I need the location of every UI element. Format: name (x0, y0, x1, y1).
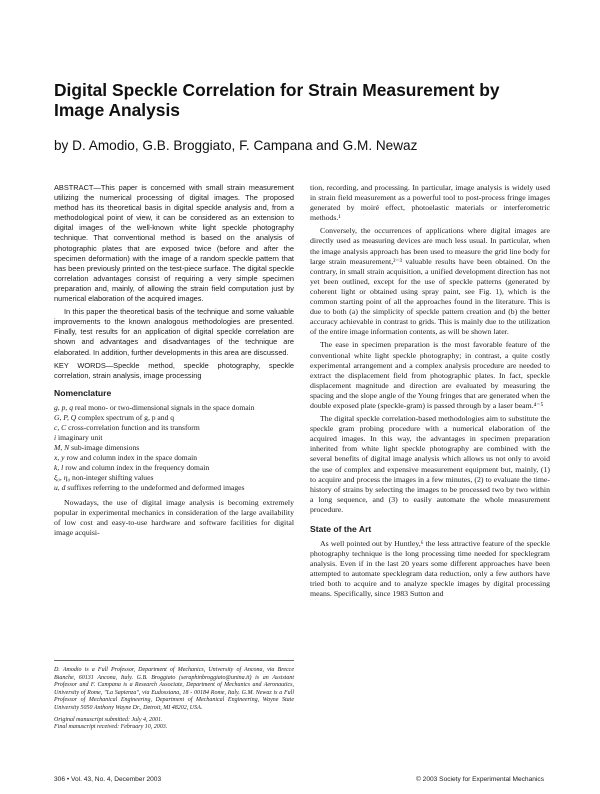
paper-title: Digital Speckle Correlation for Strain Measurement by Image Analysis (54, 80, 500, 120)
intro-paragraph: Nowadays, the use of digital image analysis is becoming extremely popular in experimental mechanics in consideration of the large availability of low cost and easy-to-use hardware and software facilities for digital image acquisi- (54, 497, 294, 538)
nomenclature-item: i imaginary unit (54, 432, 103, 442)
nomenclature-item: ξ₀, η₀ non-integer shifting values (54, 472, 154, 482)
abstract-para2: In this paper the theoretical basis of the technique and some valuable improvements to the known analogous methodologies are presented. Finally, test results for an application of digital speckle correlation are shown and advantages and disadvantages of the technique are elaborated. In addition, further developments in this area are discussed. (54, 307, 294, 357)
nomenclature-item: c, C cross-correlation function and its transform (54, 422, 200, 432)
affiliation-footnote (54, 660, 294, 732)
nomenclature-item: x, y row and column index in the space domain (54, 452, 197, 462)
nomenclature-item: M, N sub-image dimensions (54, 442, 140, 452)
abstract-text: This paper is concerned with small strain measurement utilizing the numerical processing of digital images. The proposed method has its theoretical basis in digital speckle analysis and, from a methodological point of view, it can be considered as an extension to digital images of the well-known white light speckle photography technique. That conventional method is based on the analysis of photographic plates that are exposed twice (before and after the specimen deformation) with the image of a random speckle pattern that has been previously printed on the test-piece surface. The digital speckle correlation advantages consist of requiring a very simple specimen preparation and, mainly, of allowing the strain field computation just by numerical elaboration of the acquired images. (54, 183, 294, 304)
nomenclature-item: u, d suffixes referring to the undeformed and deformed images (54, 482, 245, 492)
footer-copyright: © 2003 Society for Experimental Mechanics (415, 776, 544, 783)
body-paragraph: Conversely, the occurrences of applications where digital images are directly used as measuring devices are much less usual. In particular, when the image analysis approach has been used to measure the grid line body for large strain measurement,²⁻³ valuable results have been obtained. On the contrary, in small strain acquisition, a unified development direction has not yet been outlined, except for the use of speckle patterns (generated by coherent light or obtained using spray paint, see Fig. 1), which is the common starting point of all the approaches found in the literature. This is due to both (a) the simplicity of speckle pattern creation and (b) the better accuracy achievable in contrast to grids. This is mainly due to the utilization of the entire image information contents, as will be shown later. (310, 226, 550, 337)
paper-authors: by D. Amodio, G.B. Broggiato, F. Campana and G.M. Newaz (54, 138, 418, 153)
left-column (54, 183, 294, 541)
keywords (54, 361, 294, 381)
nomenclature-item: k, l row and column index in the frequency domain (54, 462, 210, 472)
state-of-art-paragraph: As well pointed out by Huntley,⁶ the less attractive feature of the speckle photography technique is the long processing time needed for specklegram analysis. Even if in the last 20 years some different approaches have been attempted to automate specklegram data reduction, only a few authors have tried both to acquire and to analyze speckle images by digital processing means. Specifically, since 1983 Sutton and (310, 539, 550, 599)
right-column (310, 183, 550, 603)
nomenclature-item: G, P, Q complex spectrum of g, p and q (54, 412, 175, 422)
keywords-label: KEY WORDS— (54, 360, 114, 370)
body-paragraph: The digital speckle correlation-based methodologies aim to substitute the speckle gram probing procedure with a numerical elaboration of the acquired images. In this way, the advantages in specimen preparation inherited from white light speckle photography are combined with the several benefits of digital image analysis which allows us not only to avoid the use of complex and expensive measurement equipment but, mainly, (1) to acquire and process the images in a few minutes, (2) to evaluate the time-history of strains by selecting the images to be processed two by two within a long sequence, and (3) to easily automate the whole measurement procedure. (310, 414, 550, 514)
footer-journal-info: 306 • Vol. 43, No. 4, December 2003 (54, 776, 162, 783)
nomenclature-heading: Nomenclature (54, 387, 112, 398)
keywords-text: Speckle method, speckle photography, speckle correlation, strain analysis, image processing (54, 360, 294, 380)
abstract (54, 183, 294, 304)
body-paragraph: The ease in specimen preparation is the most favorable feature of the conventional white light speckle photography; in contrast, a quite costly experimental arrangement and a complex analysis procedure are needed to extract the displacement field from photographic plates. In fact, speckle displacement magnitude and direction are evaluated by measuring the spacing and the slope angle of the Young fringes that are generated when the double exposed plate (speckle-gram) is passed through by a laser beam.⁴⁻⁵ (310, 340, 550, 410)
body-paragraph: tion, recording, and processing. In particular, image analysis is widely used in strain field measurement as a powerful tool to post-process fringe images generated by moiré effect, photoelastic materials or interferometric methods.¹ (310, 183, 550, 223)
received-date: Original manuscript submitted: July 4, 2001. (54, 716, 163, 723)
nomenclature-item: g, p, q real mono- or two-dimensional signals in the space domain (54, 402, 255, 412)
abstract-label: ABSTRACT— (54, 183, 101, 192)
section-heading-state-of-art: State of the Art (310, 524, 372, 534)
final-date: Final manuscript received: February 10, 2003. (54, 724, 168, 731)
affiliation-text: D. Amodio is a Full Professor, Department of Mechanics, University of Ancona, via Brecce Bianche, 60131 Ancona, Italy. G.B. Broggiato (seraphinbroggiato@unina.it) is an Assistant Professor and F. Campana is a Research Associate, Department of Mechanics and Aeronautics, University of Rome, "La Sapienza", via Eudossiana, 18 - 00184 Rome, Italy. G.M. Newaz is a Full Professor of Mechanical Engineering, Department of Mechanical Engineering, Wayne State University 5050 Anthony Wayne Dr., Detroit, MI 48202, USA. (54, 667, 294, 711)
nomenclature-list (54, 403, 294, 493)
